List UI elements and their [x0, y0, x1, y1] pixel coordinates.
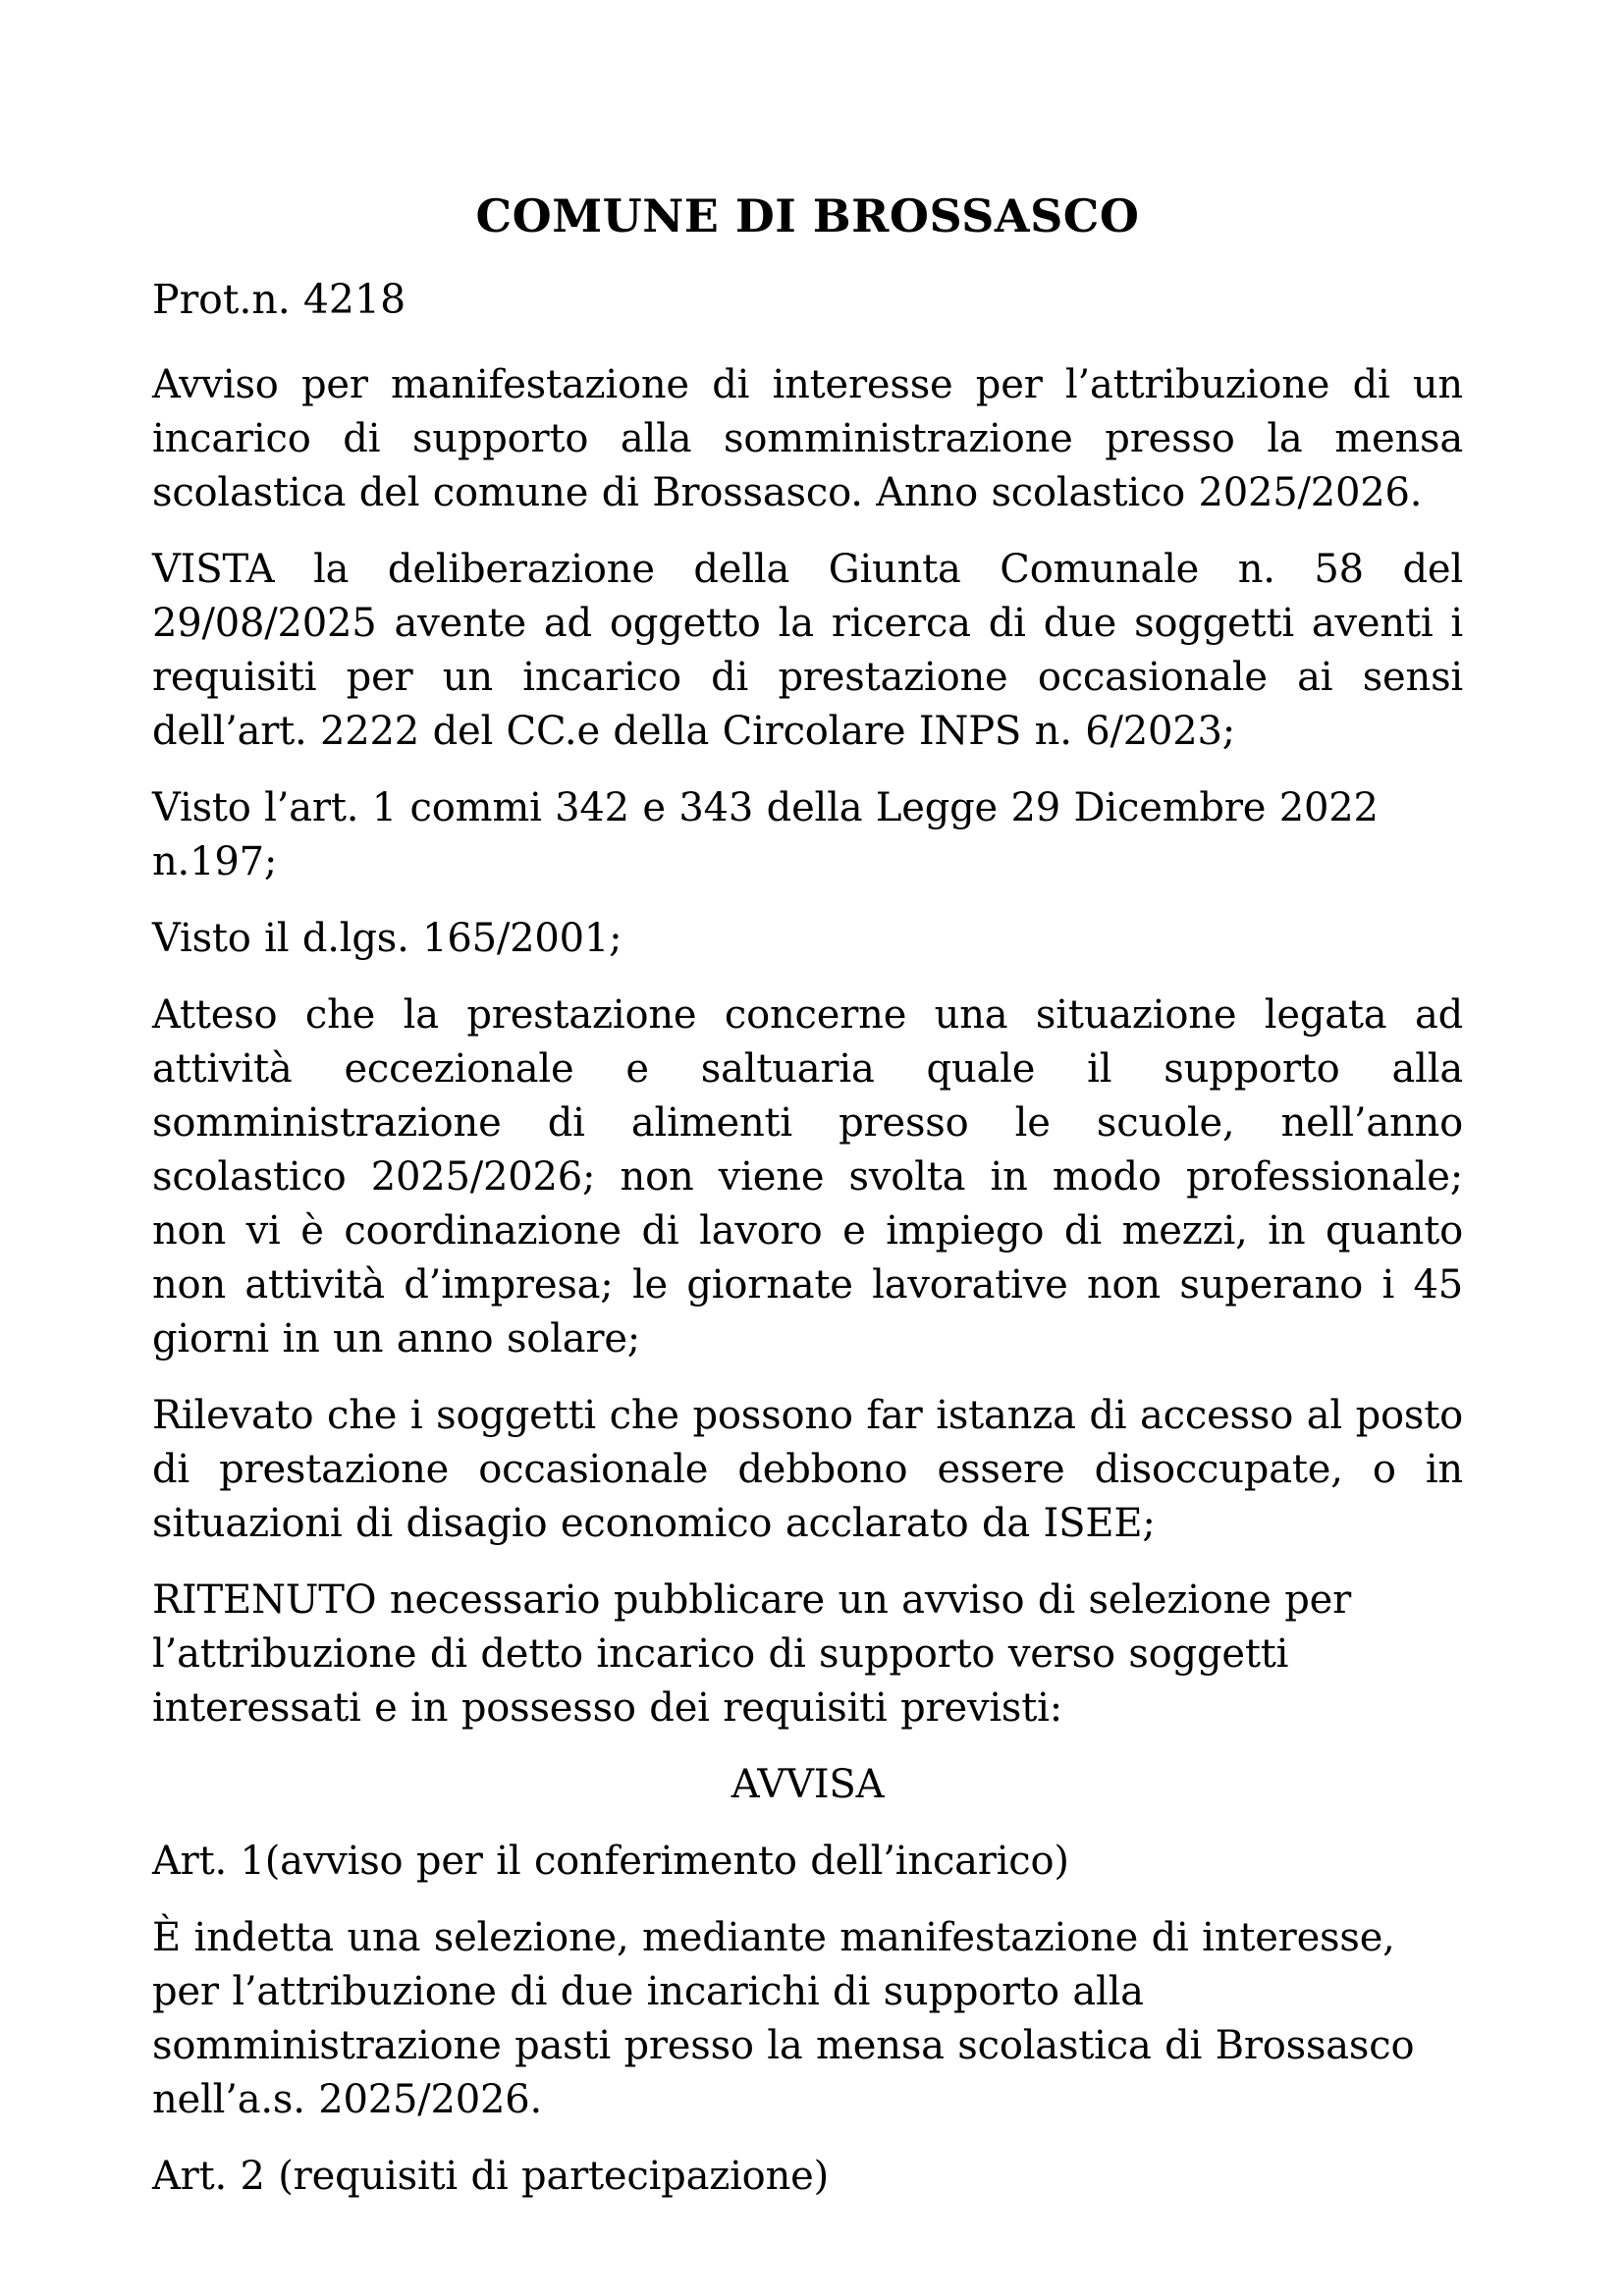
paragraph-rilevato: Rilevato che i soggetti che possono far istanza di accesso al posto di prestazione occasionale debbono essere disoccupate, o in situazioni di disagio economico acclarato da ISEE;	[152, 1393, 1463, 1546]
document-title: COMUNE DI BROSSASCO	[475, 189, 1140, 242]
paragraph-selezione-indetta: È indetta una selezione, mediante manifestazione di interesse, per l’attribuzione di due incarichi di supporto alla somministrazione pasti presso la mensa scolastica di Brossasco nell’a.s. 2025/2026.	[152, 1915, 1415, 2122]
heading-art-1: Art. 1(avviso per il conferimento dell’incarico)	[152, 1839, 1069, 1884]
paragraph-ritenuto: RITENUTO necessario pubblicare un avviso di selezione per l’attribuzione di detto incarico di supporto verso soggetti interessati e in possesso dei requisiti previsti:	[152, 1577, 1352, 1731]
paragraph-visto-legge-197: Visto l’art. 1 commi 342 e 343 della Legge 29 Dicembre 2022 n.197;	[152, 785, 1379, 884]
paragraph-avviso-oggetto: Avviso per manifestazione di interesse per l’attribuzione di un incarico di supporto alla somministrazione presso la mensa scolastica del comune di Brossasco. Anno scolastico 2025/2026.	[152, 362, 1463, 515]
paragraph-atteso: Atteso che la prestazione concerne una situazione legata ad attività eccezionale e saltuaria quale il supporto alla somministrazione di alimenti presso le scuole, nell’anno scolastico 2025/2026; non viene svolta in modo professionale; non vi è coordinazione di lavoro e impiego di mezzi, in quanto non attività d’impresa; le giornate lavorative non superano i 45 giorni in un anno solare;	[152, 992, 1463, 1362]
heading-avvisa: AVVISA	[731, 1762, 885, 1807]
paragraph-visto-dlgs-165: Visto il d.lgs. 165/2001;	[152, 916, 623, 961]
paragraph-vista-delibera: VISTA la deliberazione della Giunta Comunale n. 58 del 29/08/2025 avente ad oggetto la ricerca di due soggetti aventi i requisiti per un incarico di prestazione occasionale ai sensi dell’art. 2222 del CC.e della Circolare INPS n. 6/2023;	[152, 547, 1463, 754]
heading-art-2: Art. 2 (requisiti di partecipazione)	[152, 2154, 830, 2199]
protocol-number: Prot.n. 4218	[152, 276, 406, 323]
